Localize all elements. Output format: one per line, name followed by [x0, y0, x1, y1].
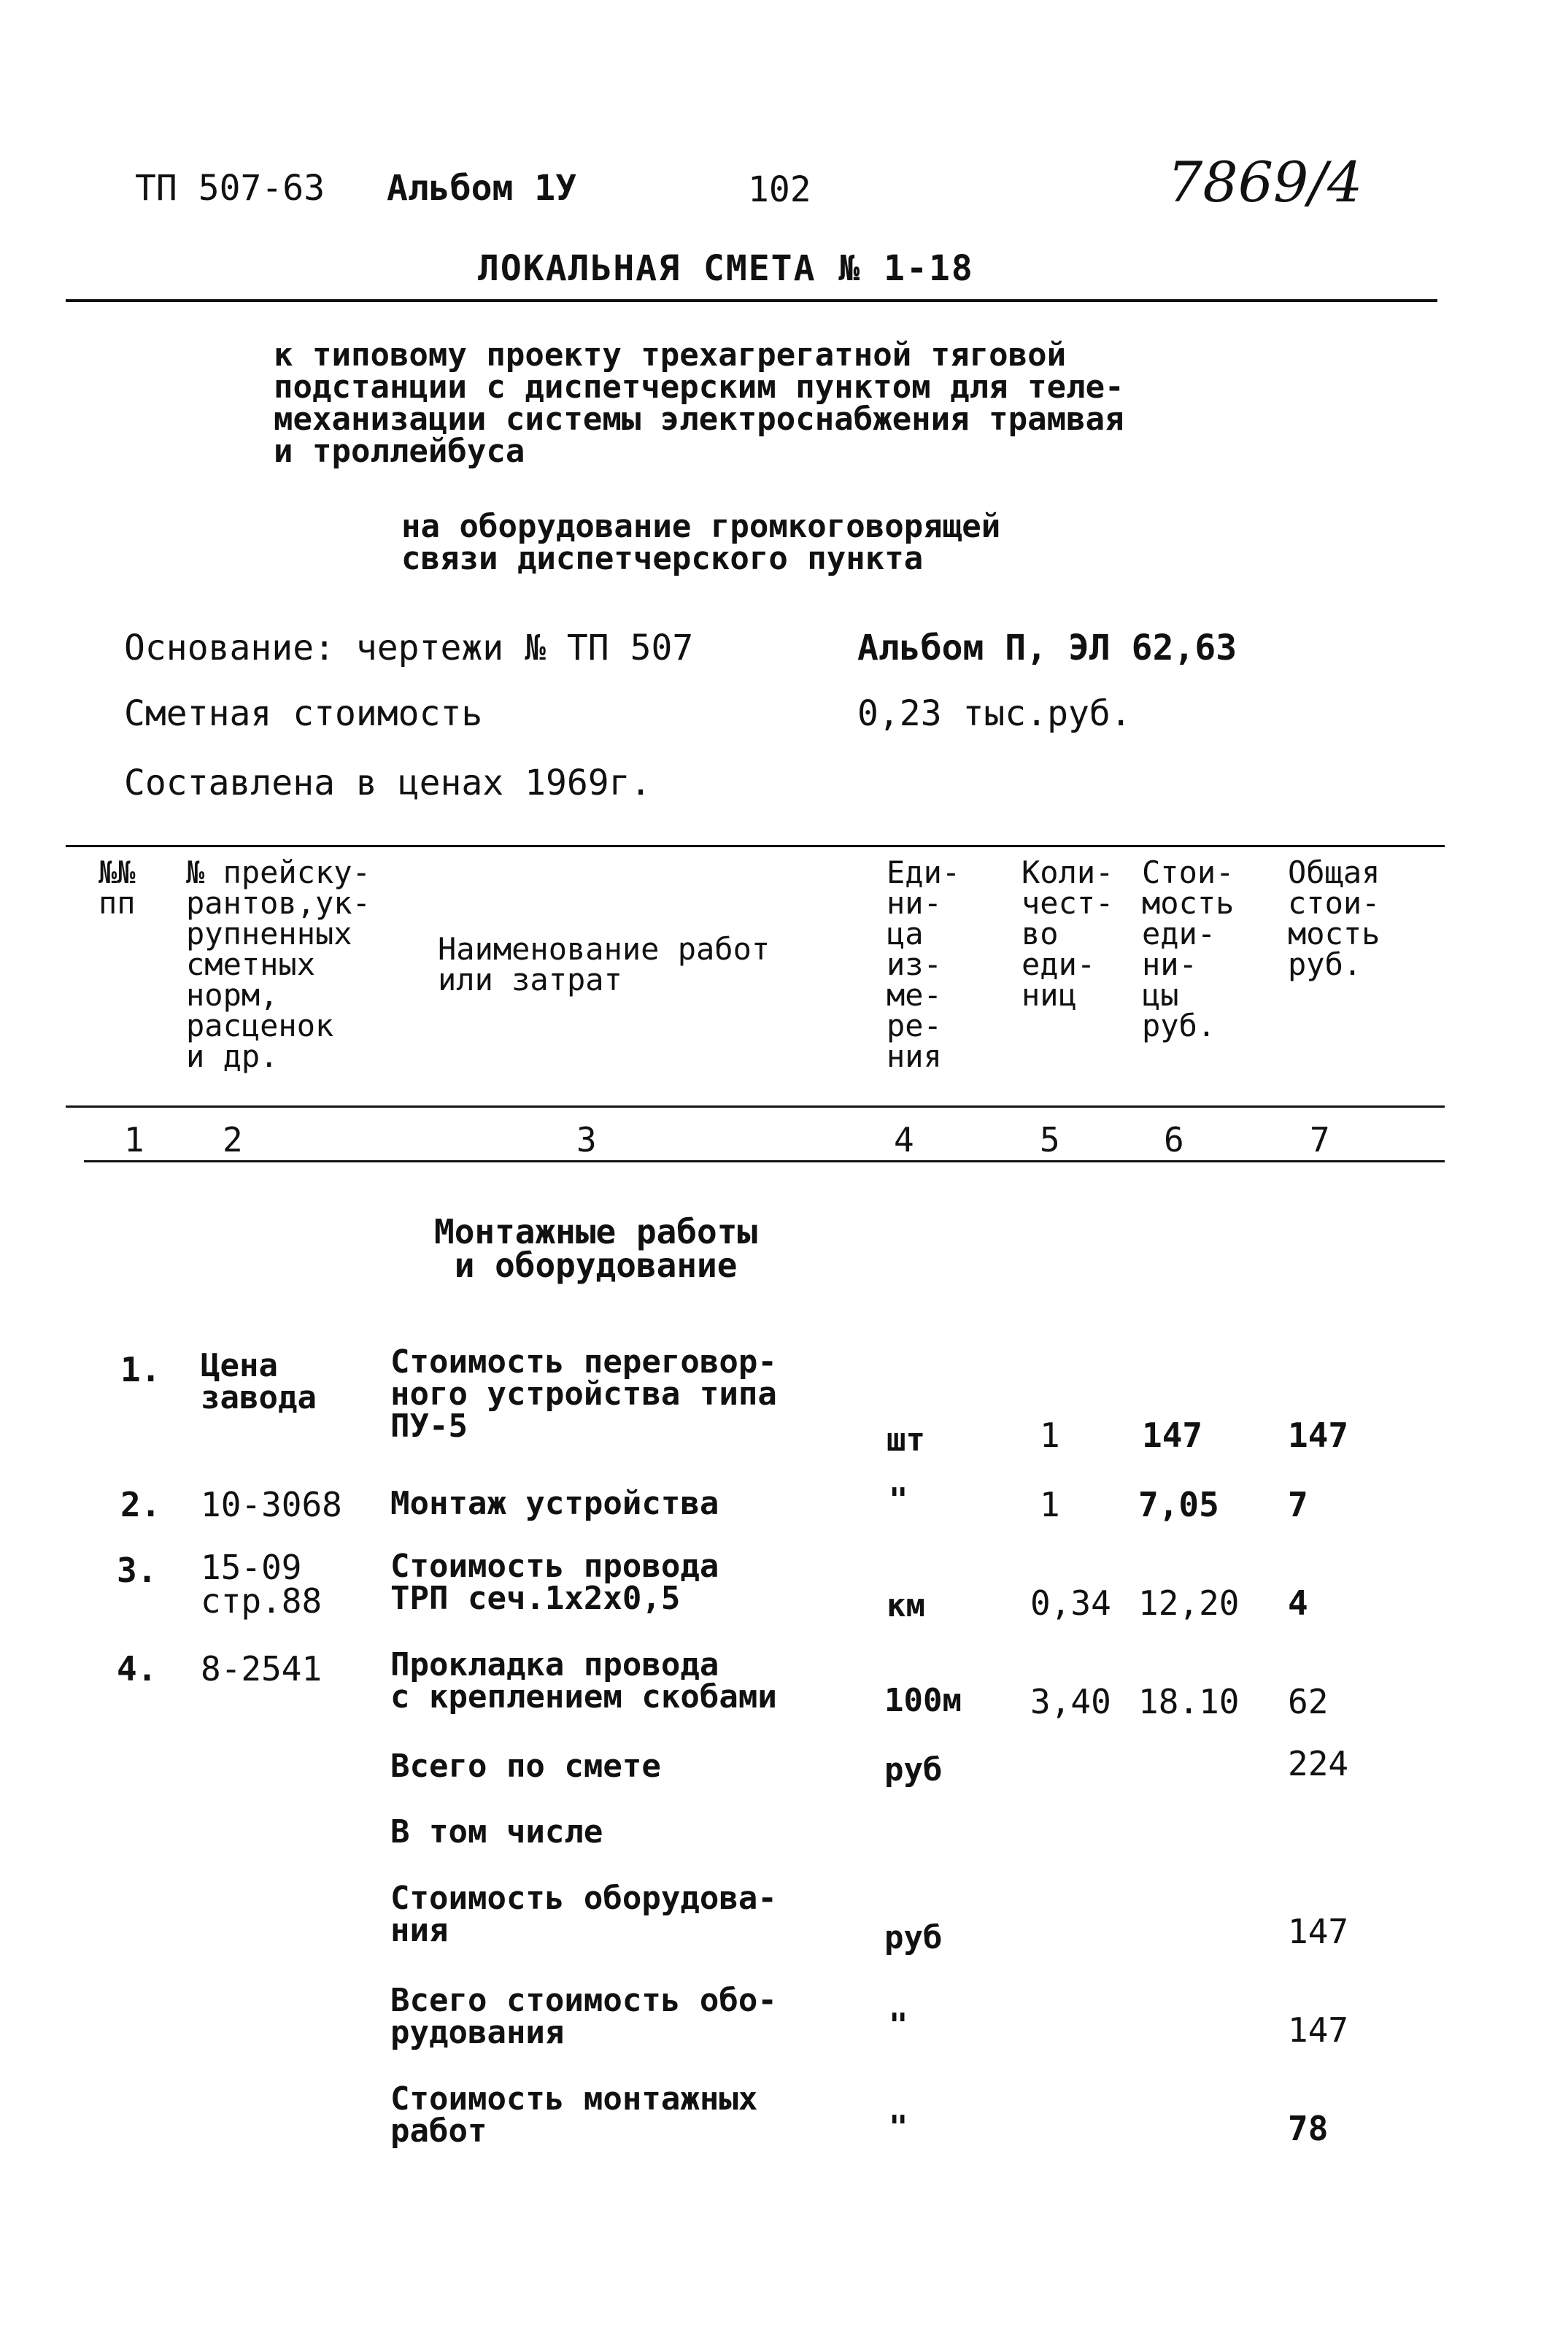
summary-equipment-all-unit: " — [889, 2007, 908, 2044]
row-2-unit: " — [889, 1481, 908, 1518]
col-number-3: 3 — [576, 1120, 597, 1159]
album-label: Альбом 1У — [387, 168, 577, 209]
header-ref: № прейску- рантов,ук- рупненных сметных норм, расценок и др. — [186, 854, 371, 1074]
summary-total-label: Всего по смете — [390, 1748, 661, 1785]
row-3-total: 4 — [1288, 1583, 1308, 1623]
row-1-unit: шт — [887, 1421, 925, 1459]
row-2-qty: 1 — [1040, 1485, 1060, 1524]
page-number: 102 — [748, 169, 811, 210]
row-3-number: 3. — [117, 1551, 158, 1590]
cost-value: 0,23 тыс.руб. — [857, 693, 1132, 734]
row-3-ref: 15-09 стр.88 — [201, 1548, 323, 1621]
cost-label: Сметная стоимость — [124, 693, 483, 734]
row-4-total: 62 — [1288, 1682, 1329, 1721]
row-1-total: 147 — [1288, 1416, 1349, 1455]
row-3-qty: 0,34 — [1030, 1583, 1111, 1623]
row-3-unit: км — [887, 1587, 925, 1624]
row-4-name: Прокладка провода с креплением скобами — [390, 1646, 777, 1716]
summary-installation-unit: " — [889, 2109, 908, 2146]
summary-equipment-label: Стоимость оборудова- ния — [390, 1880, 777, 1949]
row-1-ref: Цена завода — [201, 1347, 317, 1416]
row-3-name: Стоимость провода ТРП сеч.1х2х0,5 — [390, 1548, 719, 1617]
header-price: Стои- мость еди- ни- цы руб. — [1142, 854, 1235, 1043]
header-qty: Коли- чест- во еди- ниц — [1021, 854, 1114, 1013]
row-3-price: 12,20 — [1138, 1583, 1240, 1623]
col-number-6: 6 — [1164, 1120, 1184, 1159]
header-name: Наименование работ или затрат — [438, 931, 771, 997]
col-number-4: 4 — [894, 1120, 914, 1159]
summary-total-unit: руб — [884, 1751, 943, 1788]
row-1-qty: 1 — [1040, 1416, 1060, 1455]
estimate-subject: на оборудование громкоговорящей связи диспетчерского пункта — [401, 508, 1001, 577]
section-title: Монтажные работы и оборудование — [434, 1212, 758, 1285]
col-number-2: 2 — [223, 1120, 243, 1159]
row-2-price: 7,05 — [1138, 1485, 1219, 1524]
table-top-rule — [66, 845, 1445, 847]
col-number-7: 7 — [1310, 1120, 1330, 1159]
summary-equipment-unit: руб — [884, 1919, 943, 1956]
column-numbers-rule — [84, 1160, 1445, 1162]
basis-label: Основание: чертежи № ТП 507 — [124, 628, 694, 668]
header-num: №№ пп — [99, 854, 136, 921]
row-2-number: 2. — [120, 1485, 161, 1524]
summary-total-value: 224 — [1288, 1744, 1349, 1783]
row-1-number: 1. — [120, 1350, 161, 1389]
project-description: к типовому проекту трехагрегатной тяговой подстанции с диспетчерским пунктом для теле- механизации системы электроснабжения трамвая и троллейбуса — [274, 336, 1124, 470]
compiled-note: Составлена в ценах 1969г. — [124, 763, 652, 803]
row-2-total: 7 — [1288, 1485, 1308, 1524]
row-4-qty: 3,40 — [1030, 1682, 1111, 1721]
header-bottom-rule — [66, 1105, 1445, 1108]
doc-code: ТП 507-63 — [135, 168, 325, 209]
summary-installation-value: 78 — [1288, 2109, 1329, 2148]
header-divider — [66, 299, 1437, 302]
summary-equipment-all-value: 147 — [1288, 2010, 1349, 2050]
row-4-unit: 100м — [884, 1682, 962, 1719]
header-total: Общая стои- мость руб. — [1288, 854, 1380, 982]
summary-including-label: В том числе — [390, 1813, 603, 1851]
doc-title: ЛОКАЛЬНАЯ СМЕТА № 1-18 — [478, 248, 974, 289]
row-1-name: Стоимость переговор- ного устройства типа ПУ-5 — [390, 1343, 777, 1445]
row-2-ref: 10-3068 — [201, 1485, 342, 1524]
header-unit: Еди- ни- ца из- ме- ре- ния — [887, 854, 961, 1074]
row-4-number: 4. — [117, 1649, 158, 1689]
col-number-5: 5 — [1040, 1120, 1060, 1159]
summary-equipment-value: 147 — [1288, 1912, 1349, 1951]
summary-equipment-all-label: Всего стоимость обо- рудования — [390, 1982, 777, 2051]
row-4-ref: 8-2541 — [201, 1649, 323, 1689]
row-4-price: 18.10 — [1138, 1682, 1240, 1721]
summary-installation-label: Стоимость монтажных работ — [390, 2080, 758, 2150]
row-2-name: Монтаж устройства — [390, 1485, 719, 1522]
handwritten-number: 7869/4 — [1167, 150, 1363, 215]
basis-value: Альбом П, ЭЛ 62,63 — [857, 628, 1237, 668]
row-1-price: 147 — [1142, 1416, 1203, 1455]
col-number-1: 1 — [124, 1120, 144, 1159]
